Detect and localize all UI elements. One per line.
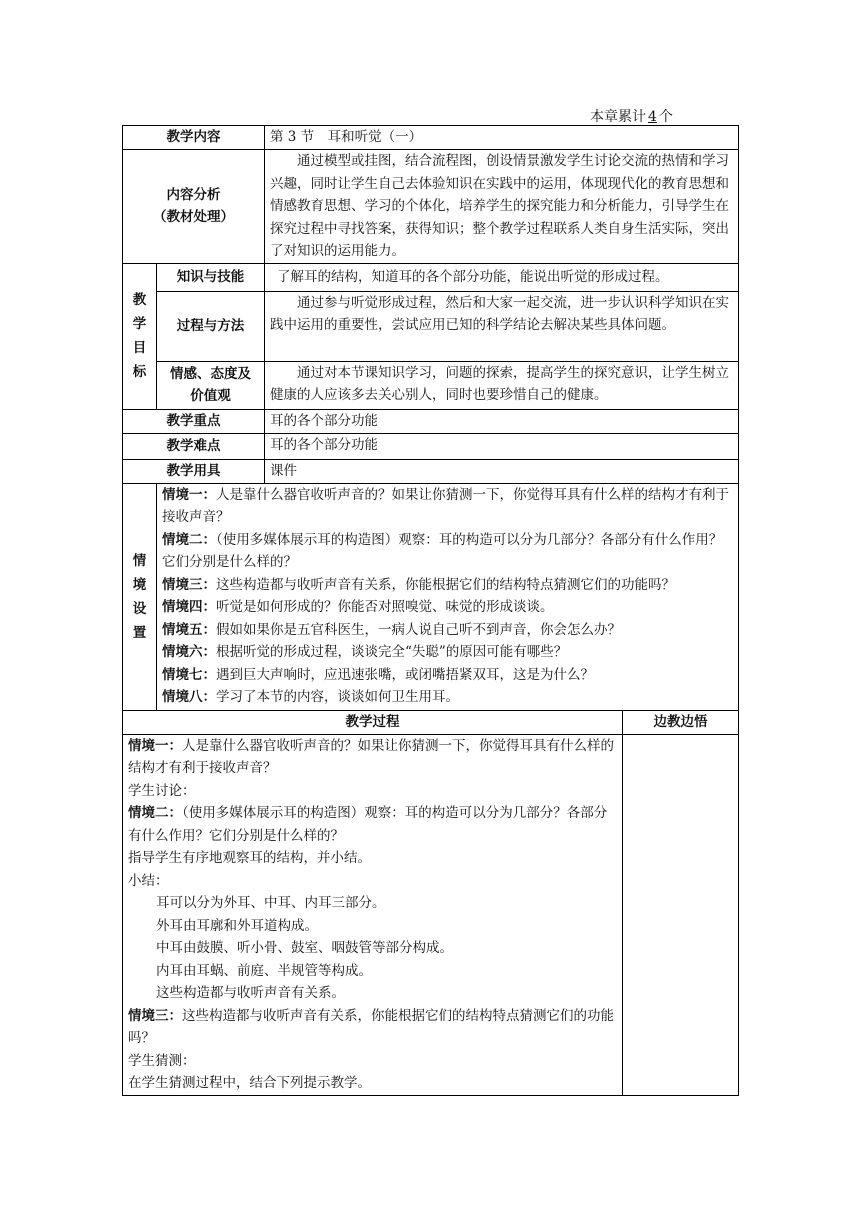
process-paragraph: 学生讨论： <box>128 782 196 799</box>
analysis-label-line2: （教材处理） <box>153 209 234 226</box>
chapter-counter <box>590 106 673 126</box>
emotion-text: 通过对本节课知识学习，问题的探索，提高学生的探究意识，让学生树立健康的人应该多去关心别人，同时也要珍惜自己的健康。 <box>265 361 739 409</box>
content-value: 第 3 节 耳和听觉（一） <box>265 126 739 150</box>
counter-prefix: 本章累计 <box>590 109 646 125</box>
scenario-text: （使用多媒体展示耳的构造图）观察：耳的构造可以分为几部分？各部分有什么作用？它们分别是什么样的？ <box>162 531 723 570</box>
scenario-text: 这些构造都与收听声音有关系，你能根据它们的结构特点猜测它们的功能吗？ <box>216 576 675 593</box>
scenario-item <box>162 529 733 574</box>
summary-line: 外耳由耳廓和外耳道构成。 <box>156 917 318 934</box>
goals-char: 目 <box>132 340 147 356</box>
counter-number: 4 <box>648 109 657 125</box>
process-text: 人是靠什么器官收听声音的？如果让你猜测一下，你觉得耳具有什么样的结构才有利于接收声音？ <box>128 737 614 776</box>
analysis-label-line1: 内容分析 <box>166 186 221 203</box>
summary-line: 这些构造都与收听声音有关系。 <box>156 985 345 1001</box>
tools-value: 课件 <box>265 459 739 483</box>
analysis-label <box>123 150 265 264</box>
lesson-plan-table <box>122 125 739 1096</box>
process-text: 这些构造都与收听声音有关系，你能根据它们的结构特点猜测它们的功能吗？ <box>128 1007 614 1046</box>
process-paragraph: 学生猜测： <box>128 1052 196 1069</box>
emotion-label-line1: 情感、态度及 <box>170 365 251 382</box>
goals-vertical-label <box>123 263 157 409</box>
difficulty-value: 耳的各个部分功能 <box>265 433 739 459</box>
process-paragraph <box>128 802 617 847</box>
tools-label: 教学用具 <box>123 459 265 483</box>
method-label: 过程与方法 <box>157 291 265 361</box>
scenario-item <box>162 484 733 529</box>
reflection-column <box>623 734 739 1095</box>
scenario-key: 情境八： <box>162 689 216 705</box>
skill-label: 知识与技能 <box>157 263 265 291</box>
scenario-item <box>162 596 733 619</box>
process-paragraph: 小结： <box>128 872 169 889</box>
counter-suffix: 个 <box>658 109 673 125</box>
process-paragraph: 在学生猜测过程中，结合下列提示教学。 <box>128 1075 371 1091</box>
difficulty-label: 教学难点 <box>123 433 265 459</box>
scenario-item <box>162 664 733 687</box>
scenario-item <box>162 641 733 664</box>
scenario-key: 情境三： <box>162 576 216 593</box>
scenario-key: 情境二： <box>162 531 216 548</box>
process-paragraph <box>128 735 617 780</box>
scenario-text: 听觉是如何形成的？你能否对照嗅觉、味觉的形成谈谈。 <box>216 599 554 615</box>
reflection-header: 边教边悟 <box>623 710 739 734</box>
scenario-text: 人是靠什么器官收听声音的？如果让你猜测一下，你觉得耳具有什么样的结构才有利于接收声音？ <box>162 486 729 525</box>
scenario-item <box>162 619 733 642</box>
scenario-text: 假如如果你是五官科医生，一病人说自己听不到声音，你会怎么办？ <box>216 621 621 638</box>
scenario-key: 情境七： <box>162 666 216 683</box>
process-text: （使用多媒体展示耳的构造图）观察：耳的构造可以分为几部分？各部分有什么作用？它们分别是什么样的？ <box>128 805 608 844</box>
analysis-text: 通过模型或挂图，结合流程图，创设情景激发学生讨论交流的热情和学习兴趣，同时让学生自己去体验知识在实践中的运用，体现现代化的教育思想和情感教育思想、学习的个体化，培养学生的探究能力和分析能力，引导学生在探究过程中寻找答案，获得知识；整个教学过程联系人类自身生活实际，突出了对知识的运用能力。 <box>265 150 739 264</box>
scenario-char: 置 <box>132 624 147 641</box>
scenario-key: 情境五： <box>162 621 216 638</box>
process-paragraph: 指导学生有序地观察耳的结构，并小结。 <box>128 850 371 866</box>
scenario-char: 设 <box>132 600 147 617</box>
process-paragraph <box>128 1005 617 1050</box>
summary-line: 内耳由耳蜗、前庭、半规管等构成。 <box>156 962 372 979</box>
emotion-label <box>157 361 265 409</box>
summary-line: 耳可以分为外耳、中耳、内耳三部分。 <box>156 895 386 911</box>
key-point-value: 耳的各个部分功能 <box>265 409 739 433</box>
emotion-label-line2: 价值观 <box>190 388 231 404</box>
goals-char: 标 <box>132 364 147 380</box>
scenario-list <box>157 483 739 710</box>
process-header: 教学过程 <box>123 710 623 734</box>
scenario-text: 根据听觉的形成过程，谈谈完全“失聪”的原因可能有哪些？ <box>216 644 568 660</box>
scenario-key: 情境四： <box>162 599 216 615</box>
scenario-key: 情境一： <box>162 486 216 503</box>
process-key: 情境一： <box>128 737 182 754</box>
method-text: 通过参与听觉形成过程，然后和大家一起交流，进一步认识科学知识在实践中运用的重要性，尝试应用已知的科学结论去解决某些具体问题。 <box>265 291 739 361</box>
skill-text: 了解耳的结构，知道耳的各个部分功能，能说出听觉的形成过程。 <box>265 263 739 291</box>
goals-char: 教 <box>132 292 147 308</box>
scenario-char: 情 <box>132 552 147 569</box>
summary-line: 中耳由鼓膜、听小骨、鼓室、咽鼓管等部分构成。 <box>156 940 453 956</box>
scenario-item <box>162 574 733 597</box>
key-point-label: 教学重点 <box>123 409 265 433</box>
content-label: 教学内容 <box>123 126 265 150</box>
scenario-text: 遇到巨大声响时，应迅速张嘴，或闭嘴捂紧双耳，这是为什么？ <box>216 666 594 683</box>
scenario-item <box>162 686 733 709</box>
process-body <box>123 734 623 1095</box>
goals-char: 学 <box>132 316 147 332</box>
scenario-vertical-label <box>123 483 157 710</box>
process-key: 情境二： <box>128 805 182 821</box>
scenario-char: 境 <box>132 576 147 593</box>
scenario-key: 情境六： <box>162 644 216 660</box>
process-key: 情境三： <box>128 1007 182 1024</box>
scenario-text: 学习了本节的内容，谈谈如何卫生用耳。 <box>216 689 459 705</box>
